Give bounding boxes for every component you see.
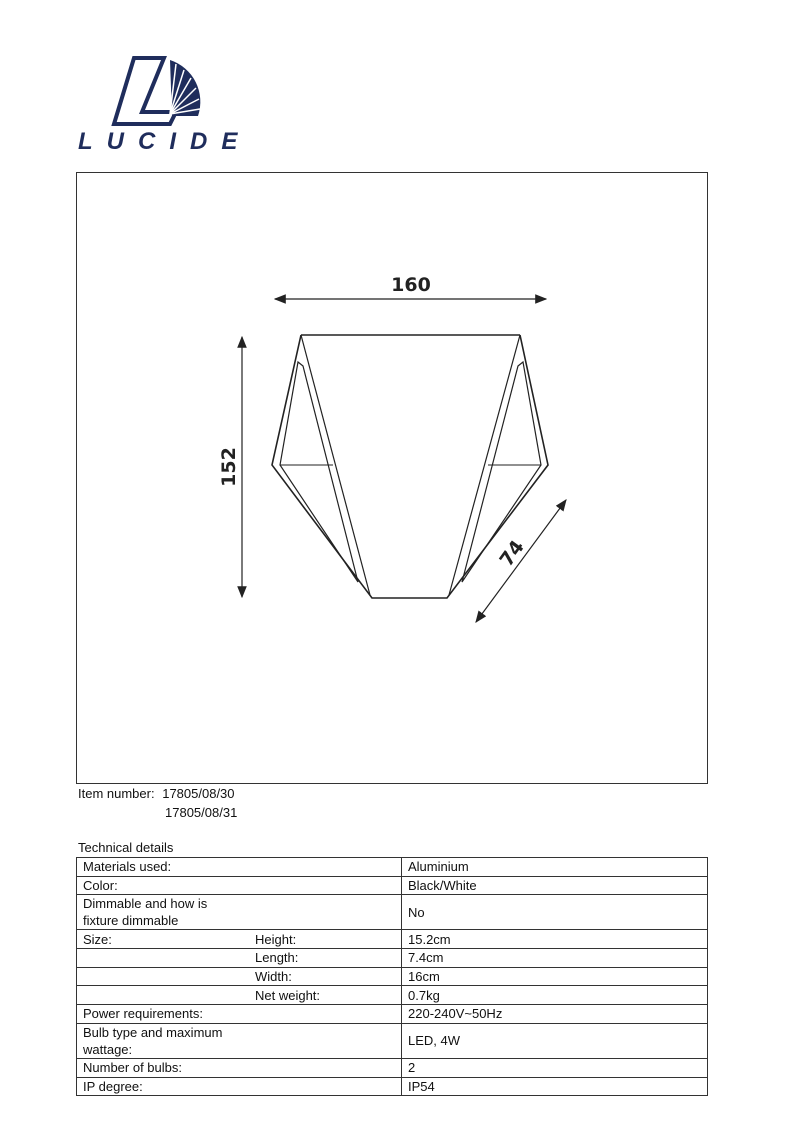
spec-sublabel: Length: — [249, 949, 402, 968]
spec-label: Bulb type and maximum wattage: — [77, 1023, 250, 1058]
depth-label: 74 — [495, 536, 529, 571]
spec-sublabel — [249, 858, 402, 877]
table-row — [77, 930, 708, 949]
item-number-2: 17805/08/31 — [165, 805, 238, 820]
table-row — [77, 986, 708, 1005]
item-number-row — [78, 786, 235, 801]
table-row — [77, 895, 708, 930]
spec-sublabel: Width: — [249, 967, 402, 986]
technical-details-table — [76, 857, 708, 1096]
spec-label — [77, 986, 250, 1005]
spec-label: Materials used: — [77, 858, 250, 877]
spec-value: Aluminium — [402, 858, 708, 877]
spec-label — [77, 949, 250, 968]
spec-sublabel — [249, 1023, 402, 1058]
spec-value: No — [402, 895, 708, 930]
spec-value: IP54 — [402, 1077, 708, 1096]
width-label: 160 — [391, 274, 431, 296]
spec-sublabel — [249, 1005, 402, 1024]
spec-sublabel — [249, 895, 402, 930]
spec-value: LED, 4W — [402, 1023, 708, 1058]
spec-sublabel — [249, 1077, 402, 1096]
table-row — [77, 1023, 708, 1058]
spec-value: 0.7kg — [402, 986, 708, 1005]
spec-value: 220-240V~50Hz — [402, 1005, 708, 1024]
spec-value: 16cm — [402, 967, 708, 986]
spec-sublabel — [249, 1058, 402, 1077]
table-row — [77, 876, 708, 895]
table-row — [77, 858, 708, 877]
spec-value: Black/White — [402, 876, 708, 895]
table-row — [77, 1005, 708, 1024]
spec-label: IP degree: — [77, 1077, 250, 1096]
table-row — [77, 967, 708, 986]
spec-sublabel: Net weight: — [249, 986, 402, 1005]
spec-label: Power requirements: — [77, 1005, 250, 1024]
spec-sublabel — [249, 876, 402, 895]
brand-name: LUCIDE — [78, 128, 252, 155]
table-row — [77, 949, 708, 968]
depth-dimension-arrow — [476, 500, 566, 622]
spec-label: Size: — [77, 930, 250, 949]
spec-label — [77, 967, 250, 986]
height-label: 152 — [218, 447, 240, 487]
table-row — [77, 1077, 708, 1096]
spec-value: 15.2cm — [402, 930, 708, 949]
spec-label: Color: — [77, 876, 250, 895]
spec-value: 2 — [402, 1058, 708, 1077]
technical-details-title: Technical details — [78, 840, 174, 855]
spec-label: Number of bulbs: — [77, 1058, 250, 1077]
spec-sublabel: Height: — [249, 930, 402, 949]
spec-label: Dimmable and how is fixture dimmable — [77, 895, 250, 930]
item-number-1: 17805/08/30 — [162, 786, 235, 801]
table-row — [77, 1058, 708, 1077]
spec-value: 7.4cm — [402, 949, 708, 968]
item-number-label: Item number: — [78, 786, 155, 801]
